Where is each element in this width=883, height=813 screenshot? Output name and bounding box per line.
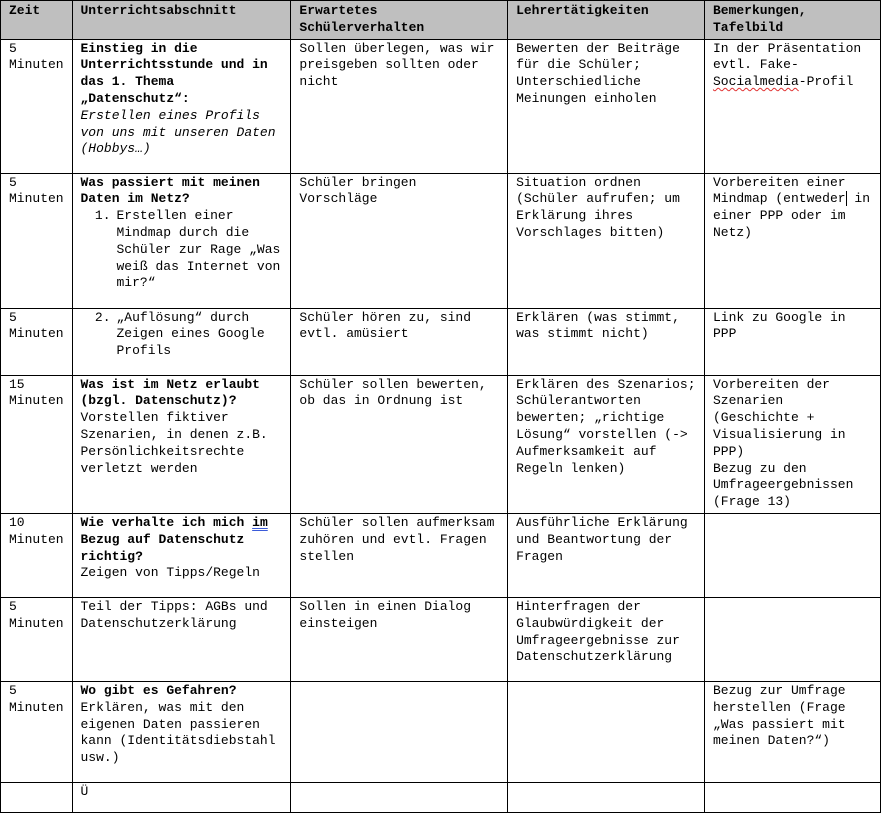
cell-bemerkung[interactable] [704,173,880,308]
list-number: 1. [94,208,111,224]
cell-verhalten: Sollen überlegen, was wir preisgeben sollten oder nicht [291,39,508,173]
abschnitt-title: Wo gibt es Gefahren? [80,682,237,698]
abschnitt-title: Was passiert mit meinen Daten im Netz? [80,174,260,207]
abschnitt-title [81,515,284,565]
cell-bemerkung: Link zu Google in PPP [704,308,880,375]
cell-bemerkung [704,782,880,812]
cell-bemerkung [704,597,880,681]
cell-abschnitt [72,513,291,597]
cell-bemerkung [704,513,880,597]
title-part-a: Wie verhalte ich mich [80,514,253,530]
cell-zeit: 10 Minuten [1,513,73,597]
title-part-c: Bezug auf Datenschutz richtig? [80,531,245,564]
abschnitt-text: Vorstellen fiktiver Szenarien, in denen z.B. Persönlichkeitsrechte verletzt werden [80,410,268,476]
abschnitt-text: Erklären, was mit den eigenen Daten passieren kann (Identitätsdiebstahl usw.) [80,699,276,766]
cell-lehrer: Erklären (was stimmt, was stimmt nicht) [508,308,705,375]
cell-bemerkung: Bezug zur Umfrage herstellen (Frage „Was passiert mit meinen Daten?“) [704,681,880,782]
header-lehrertaetigkeiten: Lehrertätigkeiten [508,1,705,40]
bemerkung-text-a: In der Präsentation evtl. Fake- [712,40,862,73]
header-bemerkungen: Bemerkungen, Tafelbild [704,1,880,40]
cell-abschnitt [72,681,291,782]
table-row [1,513,881,597]
cell-bemerkung [704,375,880,513]
cell-lehrer: Bewerten der Beiträge für die Schüler; Unterschiedliche Meinungen einholen [508,39,705,173]
cell-zeit: 5 Minuten [1,681,73,782]
bemerkung-text-a: Vorbereiten der Szenarien (Geschichte + Visualisierung in PPP) [712,376,846,459]
table-row [1,597,881,681]
cell-lehrer: Ausführliche Erklärung und Beantwortung der Fragen [508,513,705,597]
cell-verhalten: Schüler bringen Vorschläge [291,173,508,308]
spellcheck-word: Socialmedia [712,74,799,90]
bemerkung-text-a: Vorbereiten einer Mindmap (entweder [712,174,846,207]
abschnitt-text: Zeigen von Tipps/Regeln [80,565,260,581]
cell-lehrer: Erklären des Szenarios; Schülerantworten bewerten; „richtige Lösung“ vorstellen (-> Aufmerksamkeit auf Regeln lenken) [508,375,705,513]
list-number: 2. [94,309,111,325]
table-row [1,39,881,173]
cell-verhalten [291,681,508,782]
cell-zeit: 5 Minuten [1,308,73,375]
grammar-flag-word: im [252,514,268,530]
cell-verhalten: Schüler sollen bewerten, ob das in Ordnung ist [291,375,508,513]
cell-verhalten: Schüler hören zu, sind evtl. amüsiert [291,308,508,375]
cell-lehrer [508,782,705,812]
table-row [1,681,881,782]
cell-abschnitt [72,375,291,513]
cell-abschnitt [72,39,291,173]
header-schuelerverhalten: Erwartetes Schülerverhalten [291,1,508,40]
bemerkung-text-b: Bezug zu den Umfrageergebnissen (Frage 13) [712,460,854,510]
cell-zeit [1,782,73,812]
table-row [1,173,881,308]
table-row [1,375,881,513]
header-row [1,1,881,40]
cell-lehrer [508,681,705,782]
list-text: „Auflösung“ durch Zeigen eines Google Profils [116,309,265,359]
cell-zeit: 5 Minuten [1,597,73,681]
table-row [1,782,881,812]
list-item [81,208,284,292]
cell-abschnitt: Ü [72,782,291,812]
header-unterrichtsabschnitt: Unterrichtsabschnitt [72,1,291,40]
cell-lehrer: Situation ordnen (Schüler aufrufen; um Erklärung ihres Vorschlages bitten) [508,173,705,308]
abschnitt-title: Einstieg in die Unterrichtsstunde und in das 1. Thema „Datenschutz“: [80,40,268,106]
cell-zeit: 5 Minuten [1,39,73,173]
cell-zeit: 5 Minuten [1,173,73,308]
abschnitt-italic: Erstellen eines Profils von uns mit unseren Daten (Hobbys…) [80,107,276,157]
cell-lehrer: Hinterfragen der Glaubwürdigkeit der Umfrageergebnisse zur Datenschutzerklärung [508,597,705,681]
cell-abschnitt [72,308,291,375]
cell-verhalten [291,782,508,812]
table-row [1,308,881,375]
bemerkung-text-b: in einer PPP oder im Netz) [712,191,870,240]
bemerkung-text-c: -Profil [798,74,854,90]
list-text: Erstellen einer Mindmap durch die Schüler zur Rage „Was weiß das Internet von mir?“ [116,208,281,291]
abschnitt-title: Was ist im Netz erlaubt (bzgl. Datenschutz)? [80,376,260,409]
cell-bemerkung [704,39,880,173]
header-zeit: Zeit [1,1,73,40]
cell-verhalten: Schüler sollen aufmerksam zuhören und evtl. Fragen stellen [291,513,508,597]
list-item [81,310,284,360]
cell-abschnitt: Teil der Tipps: AGBs und Datenschutzerklärung [72,597,291,681]
cell-verhalten: Sollen in einen Dialog einsteigen [291,597,508,681]
cell-zeit: 15 Minuten [1,375,73,513]
cell-abschnitt [72,173,291,308]
